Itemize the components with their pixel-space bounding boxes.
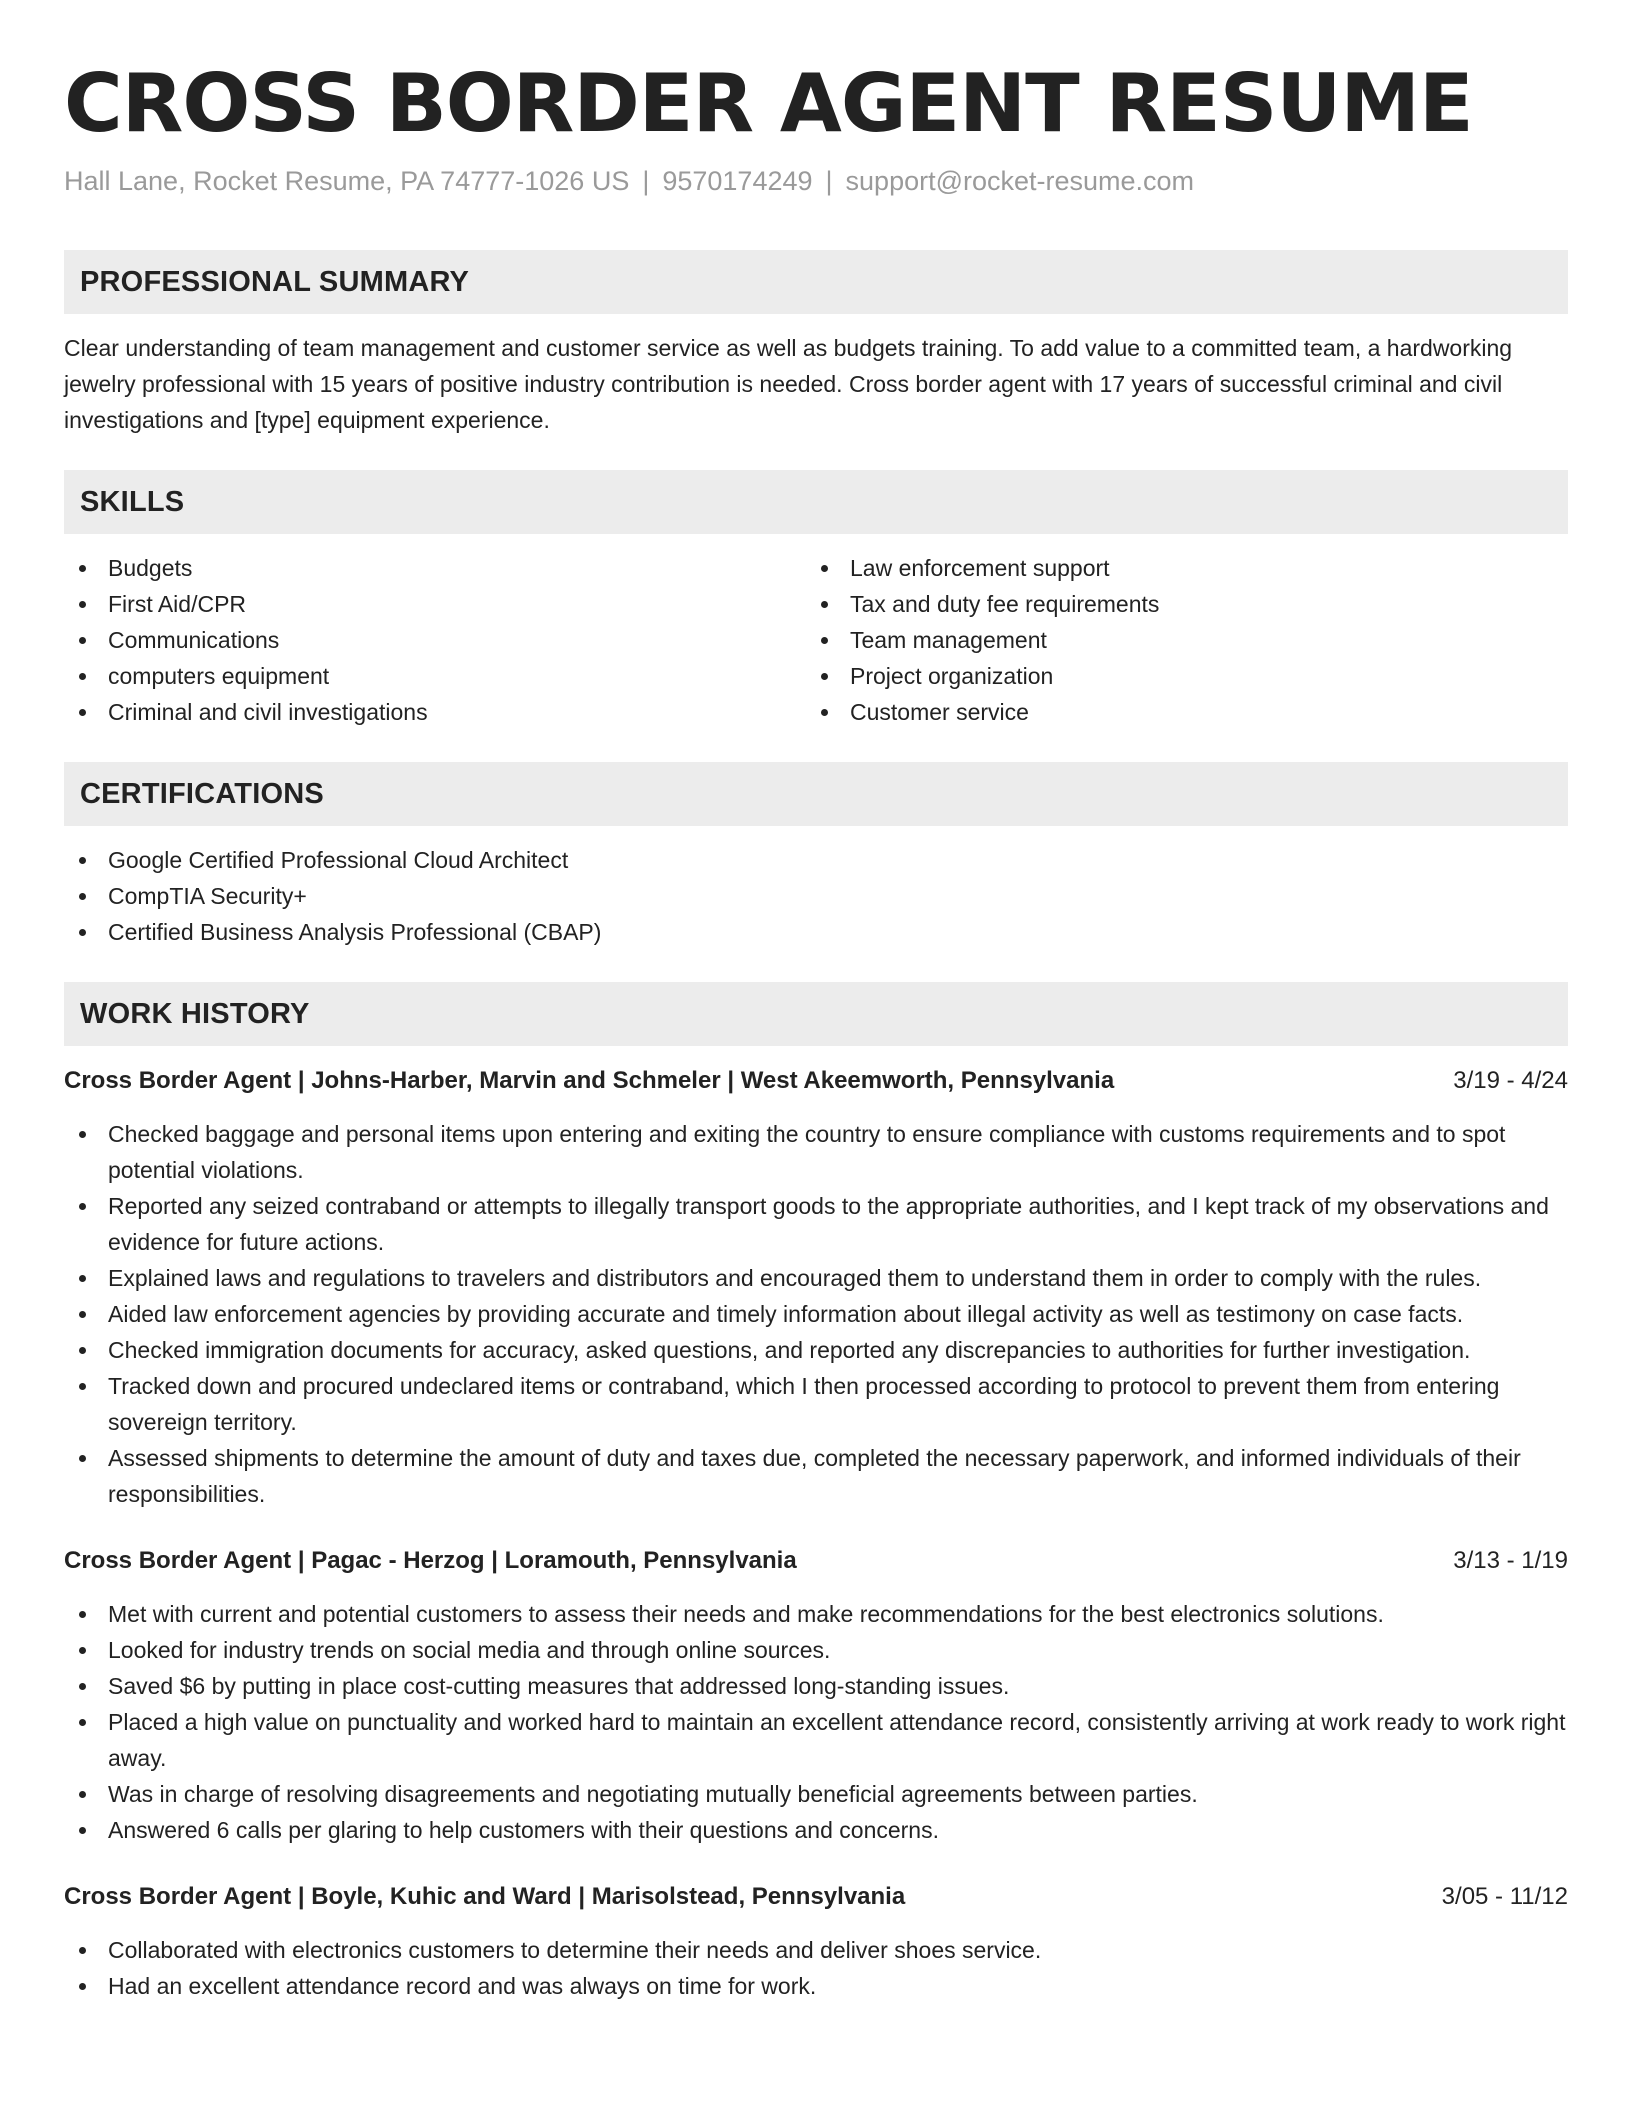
job-title: Cross Border Agent | Pagac - Herzog | Loramouth, Pennsylvania: [64, 1547, 797, 1574]
contact-separator: |: [642, 166, 650, 196]
skill-item: Project organization: [806, 658, 1548, 694]
skill-item: First Aid/CPR: [64, 586, 806, 622]
job-bullet: Collaborated with electronics customers to determine their needs and deliver shoes service.: [64, 1932, 1568, 1968]
job-bullet: Was in charge of resolving disagreements and negotiating mutually beneficial agreements between parties.: [64, 1776, 1568, 1812]
job-bullet: Aided law enforcement agencies by providing accurate and timely information about illegal activity as well as testimony on case facts.: [64, 1296, 1568, 1332]
job-bullets: [64, 1932, 1568, 2004]
certification-item: Google Certified Professional Cloud Architect: [64, 842, 1568, 878]
contact-address: Hall Lane, Rocket Resume, PA 74777-1026 US: [64, 166, 630, 196]
resume-title: CROSS BORDER AGENT RESUME: [64, 57, 1473, 150]
contact-separator: |: [825, 166, 833, 196]
section-header-certifications: [64, 762, 1568, 826]
certification-item: CompTIA Security+: [64, 878, 1568, 914]
job-bullets: [64, 1596, 1568, 1848]
section-heading: WORK HISTORY: [80, 997, 310, 1030]
job-bullet: Tracked down and procured undeclared items or contraband, which I then processed according to protocol to prevent them from entering sovereign territory.: [64, 1368, 1568, 1440]
job-header: [64, 1064, 1568, 1098]
job-title: Cross Border Agent | Boyle, Kuhic and Ward | Marisolstead, Pennsylvania: [64, 1883, 906, 1910]
job-title: Cross Border Agent | Johns-Harber, Marvin and Schmeler | West Akeemworth, Pennsylvania: [64, 1067, 1115, 1094]
job-bullets: [64, 1116, 1568, 1512]
job-bullet: Looked for industry trends on social media and through online sources.: [64, 1632, 1568, 1668]
section-heading: SKILLS: [80, 485, 185, 518]
skills-list-left: [64, 550, 806, 730]
skill-item: computers equipment: [64, 658, 806, 694]
job-bullet: Had an excellent attendance record and was always on time for work.: [64, 1968, 1568, 2004]
job-bullet: Explained laws and regulations to travelers and distributors and encouraged them to understand them in order to comply with the rules.: [64, 1260, 1568, 1296]
section-header-skills: [64, 470, 1568, 534]
section-heading: CERTIFICATIONS: [80, 777, 324, 810]
resume-page: [64, 0, 1568, 2004]
section-header-work-history: [64, 982, 1568, 1046]
skill-item: Tax and duty fee requirements: [806, 586, 1548, 622]
job-bullet: Saved $6 by putting in place cost-cutting measures that addressed long-standing issues.: [64, 1668, 1568, 1704]
section-heading: PROFESSIONAL SUMMARY: [80, 265, 470, 298]
job-header: [64, 1880, 1568, 1914]
job-bullet: Reported any seized contraband or attempts to illegally transport goods to the appropriate authorities, and I kept track of my observations and evidence for future actions.: [64, 1188, 1568, 1260]
skills-list-right: [806, 550, 1548, 730]
contact-phone: 9570174249: [662, 166, 813, 196]
skill-item: Criminal and civil investigations: [64, 694, 806, 730]
contact-line: [64, 164, 1568, 198]
certification-item: Certified Business Analysis Professional (CBAP): [64, 914, 1568, 950]
skill-item: Budgets: [64, 550, 806, 586]
job-bullet: Placed a high value on punctuality and worked hard to maintain an excellent attendance record, consistently arriving at work ready to work right away.: [64, 1704, 1568, 1776]
skill-item: Communications: [64, 622, 806, 658]
skill-item: Team management: [806, 622, 1548, 658]
certifications-list: [64, 842, 1568, 950]
job-bullet: Answered 6 calls per glaring to help customers with their questions and concerns.: [64, 1812, 1568, 1848]
job-bullet: Assessed shipments to determine the amount of duty and taxes due, completed the necessary paperwork, and informed individuals of their responsibilities.: [64, 1440, 1568, 1512]
skill-item: Law enforcement support: [806, 550, 1548, 586]
skills-columns: [64, 550, 1568, 730]
job-bullet: Checked baggage and personal items upon entering and exiting the country to ensure compliance with customs requirements and to spot potential violations.: [64, 1116, 1568, 1188]
job-bullet: Met with current and potential customers to assess their needs and make recommendations for the best electronics solutions.: [64, 1596, 1568, 1632]
summary-text: Clear understanding of team management and customer service as well as budgets training. To add value to a committed team, a hardworking jewelry professional with 15 years of positive industry contribution is needed. Cross border agent with 17 years of successful criminal and civil investigations and [type] equipment experience.: [64, 335, 1513, 433]
job-header: [64, 1544, 1568, 1578]
job-dates: 3/19 - 4/24: [1453, 1067, 1568, 1094]
job-dates: 3/13 - 1/19: [1453, 1547, 1568, 1574]
job-bullet: Checked immigration documents for accuracy, asked questions, and reported any discrepancies to authorities for further investigation.: [64, 1332, 1568, 1368]
skill-item: Customer service: [806, 694, 1548, 730]
contact-email: support@rocket-resume.com: [845, 166, 1195, 196]
job-dates: 3/05 - 11/12: [1441, 1883, 1568, 1910]
section-header-summary: [64, 250, 1568, 314]
